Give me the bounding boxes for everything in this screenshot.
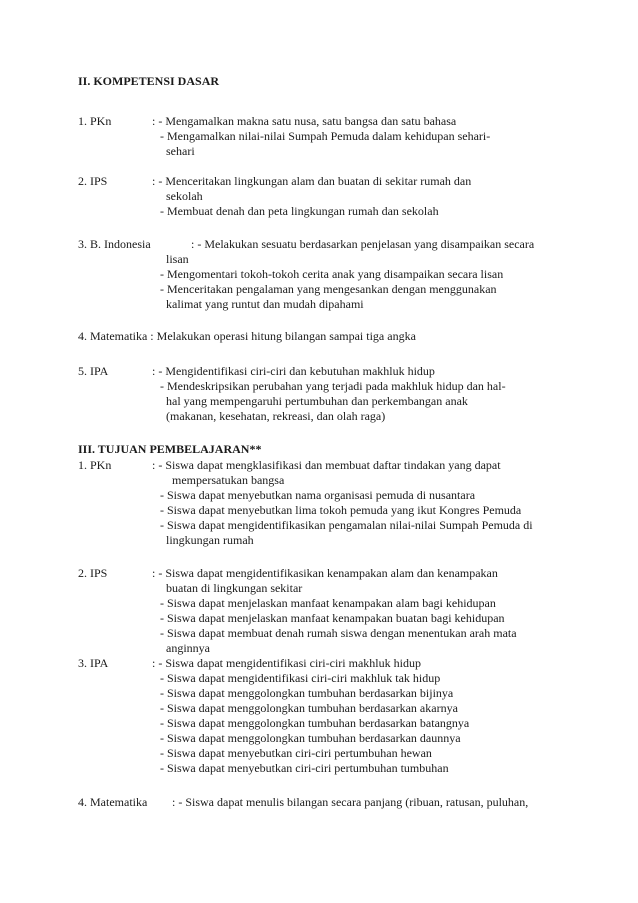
text-line: - Siswa dapat mengidentifikasikan pengamalan nilai-nilai Sumpah Pemuda di [160,518,533,532]
text-line: : - Siswa dapat mengklasifikasi dan membuat daftar tindakan yang dapat [152,458,501,472]
subject-label-matematika: 4. Matematika [78,795,148,809]
text-line: - Siswa dapat menyebutkan nama organisasi pemuda di nusantara [160,488,476,502]
text-line: : - Mengidentifikasi ciri-ciri dan kebutuhan makhluk hidup [152,364,435,378]
text-line: : - Menceritakan lingkungan alam dan buatan di sekitar rumah dan [152,174,472,188]
subject-label-ipa: 5. IPA [78,364,109,378]
text-line: - Mengomentari tokoh-tokoh cerita anak yang disampaikan secara lisan [160,267,504,281]
text-line: - Siswa dapat menyebutkan ciri-ciri pertumbuhan tumbuhan [160,761,449,775]
subject-line-matematika: 4. Matematika : Melakukan operasi hitung bilangan sampai tiga angka [78,329,416,343]
text-line: (makanan, kesehatan, rekreasi, dan olah raga) [166,409,386,423]
subject-label-ips: 2. IPS [78,174,108,188]
text-line: - Mendeskripsikan perubahan yang terjadi pada makhluk hidup dan hal- [160,379,506,393]
text-line: - Membuat denah dan peta lingkungan rumah dan sekolah [160,204,439,218]
text-line: mempersatukan bangsa [172,473,285,487]
text-line: - Siswa dapat menggolongkan tumbuhan berdasarkan bijinya [160,686,454,700]
text-line: : - Siswa dapat mengidentifikasikan kenampakan alam dan kenampakan [152,566,498,580]
text-line: : - Siswa dapat menulis bilangan secara panjang (ribuan, ratusan, puluhan, [172,795,529,809]
text-line: lisan [166,252,189,266]
text-line: - Menceritakan pengalaman yang mengesankan dengan menggunakan [160,282,497,296]
text-line: - Siswa dapat menyebutkan ciri-ciri pertumbuhan hewan [160,746,432,760]
section-heading-kompetensi-dasar: II. KOMPETENSI DASAR [78,74,220,88]
text-line: - Siswa dapat menggolongkan tumbuhan berdasarkan akarnya [160,701,458,715]
text-line: - Siswa dapat mengidentifikasi ciri-ciri makhluk tak hidup [160,671,441,685]
text-line: sekolah [166,189,203,203]
subject-label-bahasa-indonesia: 3. B. Indonesia [78,237,151,251]
text-line: hal yang mempengaruhi pertumbuhan dan perkembangan anak [166,394,468,408]
text-line: - Siswa dapat menjelaskan manfaat kenampakan buatan bagi kehidupan [160,611,505,625]
text-line: - Siswa dapat membuat denah rumah siswa dengan menentukan arah mata [160,626,517,640]
text-line: sehari [166,144,195,158]
text-line: - Siswa dapat menggolongkan tumbuhan berdasarkan batangnya [160,716,470,730]
text-line: kalimat yang runtut dan mudah dipahami [166,297,364,311]
section-heading-tujuan-pembelajaran: III. TUJUAN PEMBELAJARAN** [78,442,262,456]
subject-label-ips: 2. IPS [78,566,108,580]
text-line: buatan di lingkungan sekitar [166,581,303,595]
subject-label-ipa: 3. IPA [78,656,109,670]
subject-label-pkn: 1. PKn [78,458,112,472]
text-line: : - Melakukan sesuatu berdasarkan penjelasan yang disampaikan secara [191,237,535,251]
text-line: lingkungan rumah [166,533,254,547]
text-line: - Siswa dapat menjelaskan manfaat kenampakan alam bagi kehidupan [160,596,496,610]
text-line: : - Siswa dapat mengidentifikasi ciri-ciri makhluk hidup [152,656,421,670]
subject-label-pkn: 1. PKn [78,114,112,128]
text-line: - Siswa dapat menyebutkan lima tokoh pemuda yang ikut Kongres Pemuda [160,503,522,517]
text-line: : - Mengamalkan makna satu nusa, satu bangsa dan satu bahasa [152,114,457,128]
text-line: - Mengamalkan nilai-nilai Sumpah Pemuda dalam kehidupan sehari- [160,129,491,143]
text-line: - Siswa dapat menggolongkan tumbuhan berdasarkan daunnya [160,731,461,745]
text-line: anginnya [166,641,210,655]
